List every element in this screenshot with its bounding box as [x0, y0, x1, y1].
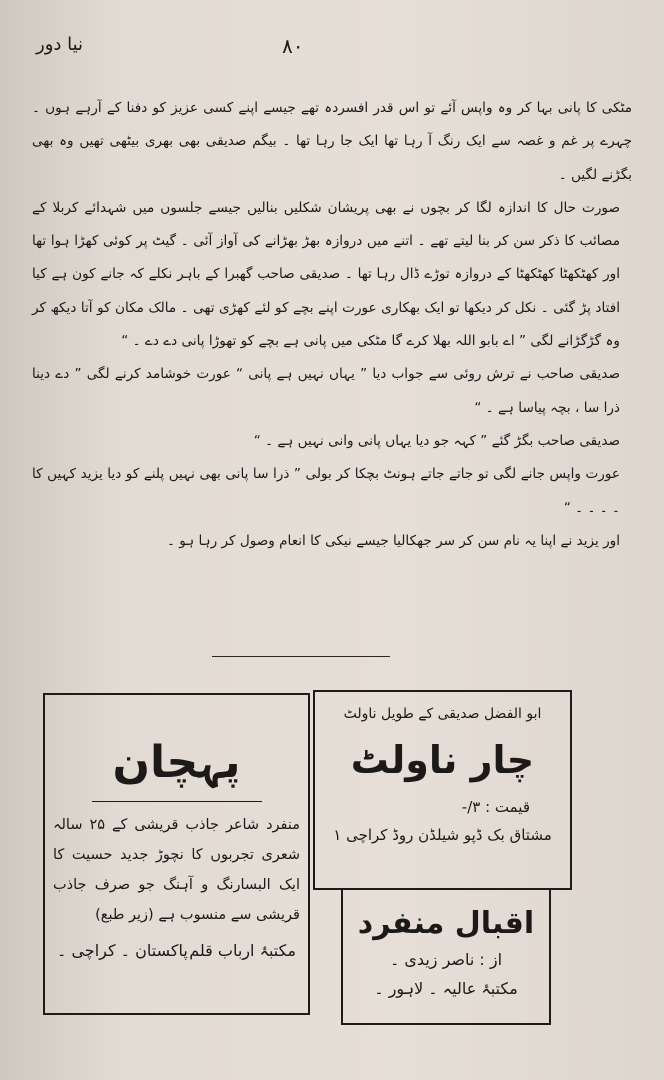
ad-price: قیمت : ۳/- — [461, 798, 530, 816]
ad-title-underline — [92, 801, 262, 802]
paragraph: صورت حال کا اندازہ لگا کر بچوں نے بھی پریشان شکلیں بنالیں جیسے جلسوں میں شہدائے کربلا کے مصائب کا ذکر سن کر بنا لیتے تھے ۔ اتنے میں دروازہ بھڑ بھڑانے کی آواز آئی ۔ گیٹ پر کوئی کھڑا ہوا تھا اور کھٹکھٹا کھٹکھٹا کے دروازہ توڑے ڈال رہا تھا ۔ صدیقی صاحب گھبرا کے باہر نکلے کہ جانے کون ہے کیا افتاد پڑ گئی ۔ نکل کر دیکھا تو ایک بھکاری عورت اپنے بچے کو لئے کھڑی تھی ۔ مالک مکان کو آتا دیکھ کر وہ گڑگڑانے لگی ” اے بابو اللہ بھلا کرے گا مٹکی میں پانی ہے بچے کو تھوڑا پانی دے دے ۔ “ — [32, 199, 620, 350]
paragraph: مٹکی کا پانی بہا کر وہ واپس آئے تو اس قدر افسردہ تھے جیسے اپنے کسی عزیز کو دفنا کے آرہے ہوں ۔ چہرے پر غم و غصہ سے ایک رنگ آ رہا تھا ایک جا رہا تھا ۔ بیگم صدیقی بھی بھری بیٹھی تھیں وہ بھی بگڑنے لگیں ۔ — [32, 100, 632, 183]
paragraph: صدیقی صاحب نے ترش روئی سے جواب دیا ” یہاں نہیں ہے پانی “ عورت خوشامد کرنے لگی ” دے دینا ذرا سا ، بچہ پیاسا ہے ۔ “ — [32, 366, 620, 416]
advertisement-pehchan — [43, 693, 310, 1015]
ad-title: اقبال منفرد — [357, 906, 535, 941]
paragraph: اور یزید نے اپنا یہ نام سن کر سر جھکالیا جیسے نیکی کا انعام وصول کر رہا ہو ۔ — [166, 532, 620, 549]
section-divider — [212, 656, 390, 657]
article-body — [32, 92, 632, 558]
page-number: ۸۰ — [282, 34, 304, 58]
ad-publisher: مکتبۂ عالیہ ۔ لاہور ۔ — [374, 979, 518, 998]
ad-byline: ابو الفضل صدیقی کے طویل ناولٹ — [343, 706, 542, 722]
ad-location: پاکستان ۔ کراچی ۔ — [57, 941, 188, 960]
ad-title: پہچان — [112, 737, 241, 788]
ad-title: چار ناولٹ — [350, 738, 535, 782]
paragraph: صدیقی صاحب بگڑ گئے ” کہہ جو دیا یہاں پانی وانی نہیں ہے ۔ “ — [253, 432, 620, 449]
ad-description: منفرد شاعر جاذب قریشی کے ۲۵ سالہ شعری تجربوں کا نچوڑ جدید حسیت کا ایک البسارنگ و آہنگ جو صرف جاذب قریشی سے منسوب ہے (زیر طبع) — [53, 817, 300, 923]
running-header-journal: نیا دور — [36, 34, 84, 55]
ad-author: از : ناصر زیدی ۔ — [389, 950, 503, 969]
ad-address: مشتاق بک ڈپو شیلڈن روڈ کراچی ۱ — [333, 826, 552, 844]
ad-publisher: مکتبۂ ارباب قلم — [189, 941, 296, 960]
paragraph: عورت واپس جانے لگی تو جاتے جاتے ہونٹ بچکا کر بولی ” ذرا سا پانی بھی نہیں پلنے کو دیا یزید کہیں کا ۔ ۔ ۔ ۔ “ — [32, 466, 620, 516]
advertisement-iqbal-munfarid — [341, 888, 551, 1025]
advertisement-char-novelette — [313, 690, 572, 890]
ad-footer — [45, 936, 308, 966]
